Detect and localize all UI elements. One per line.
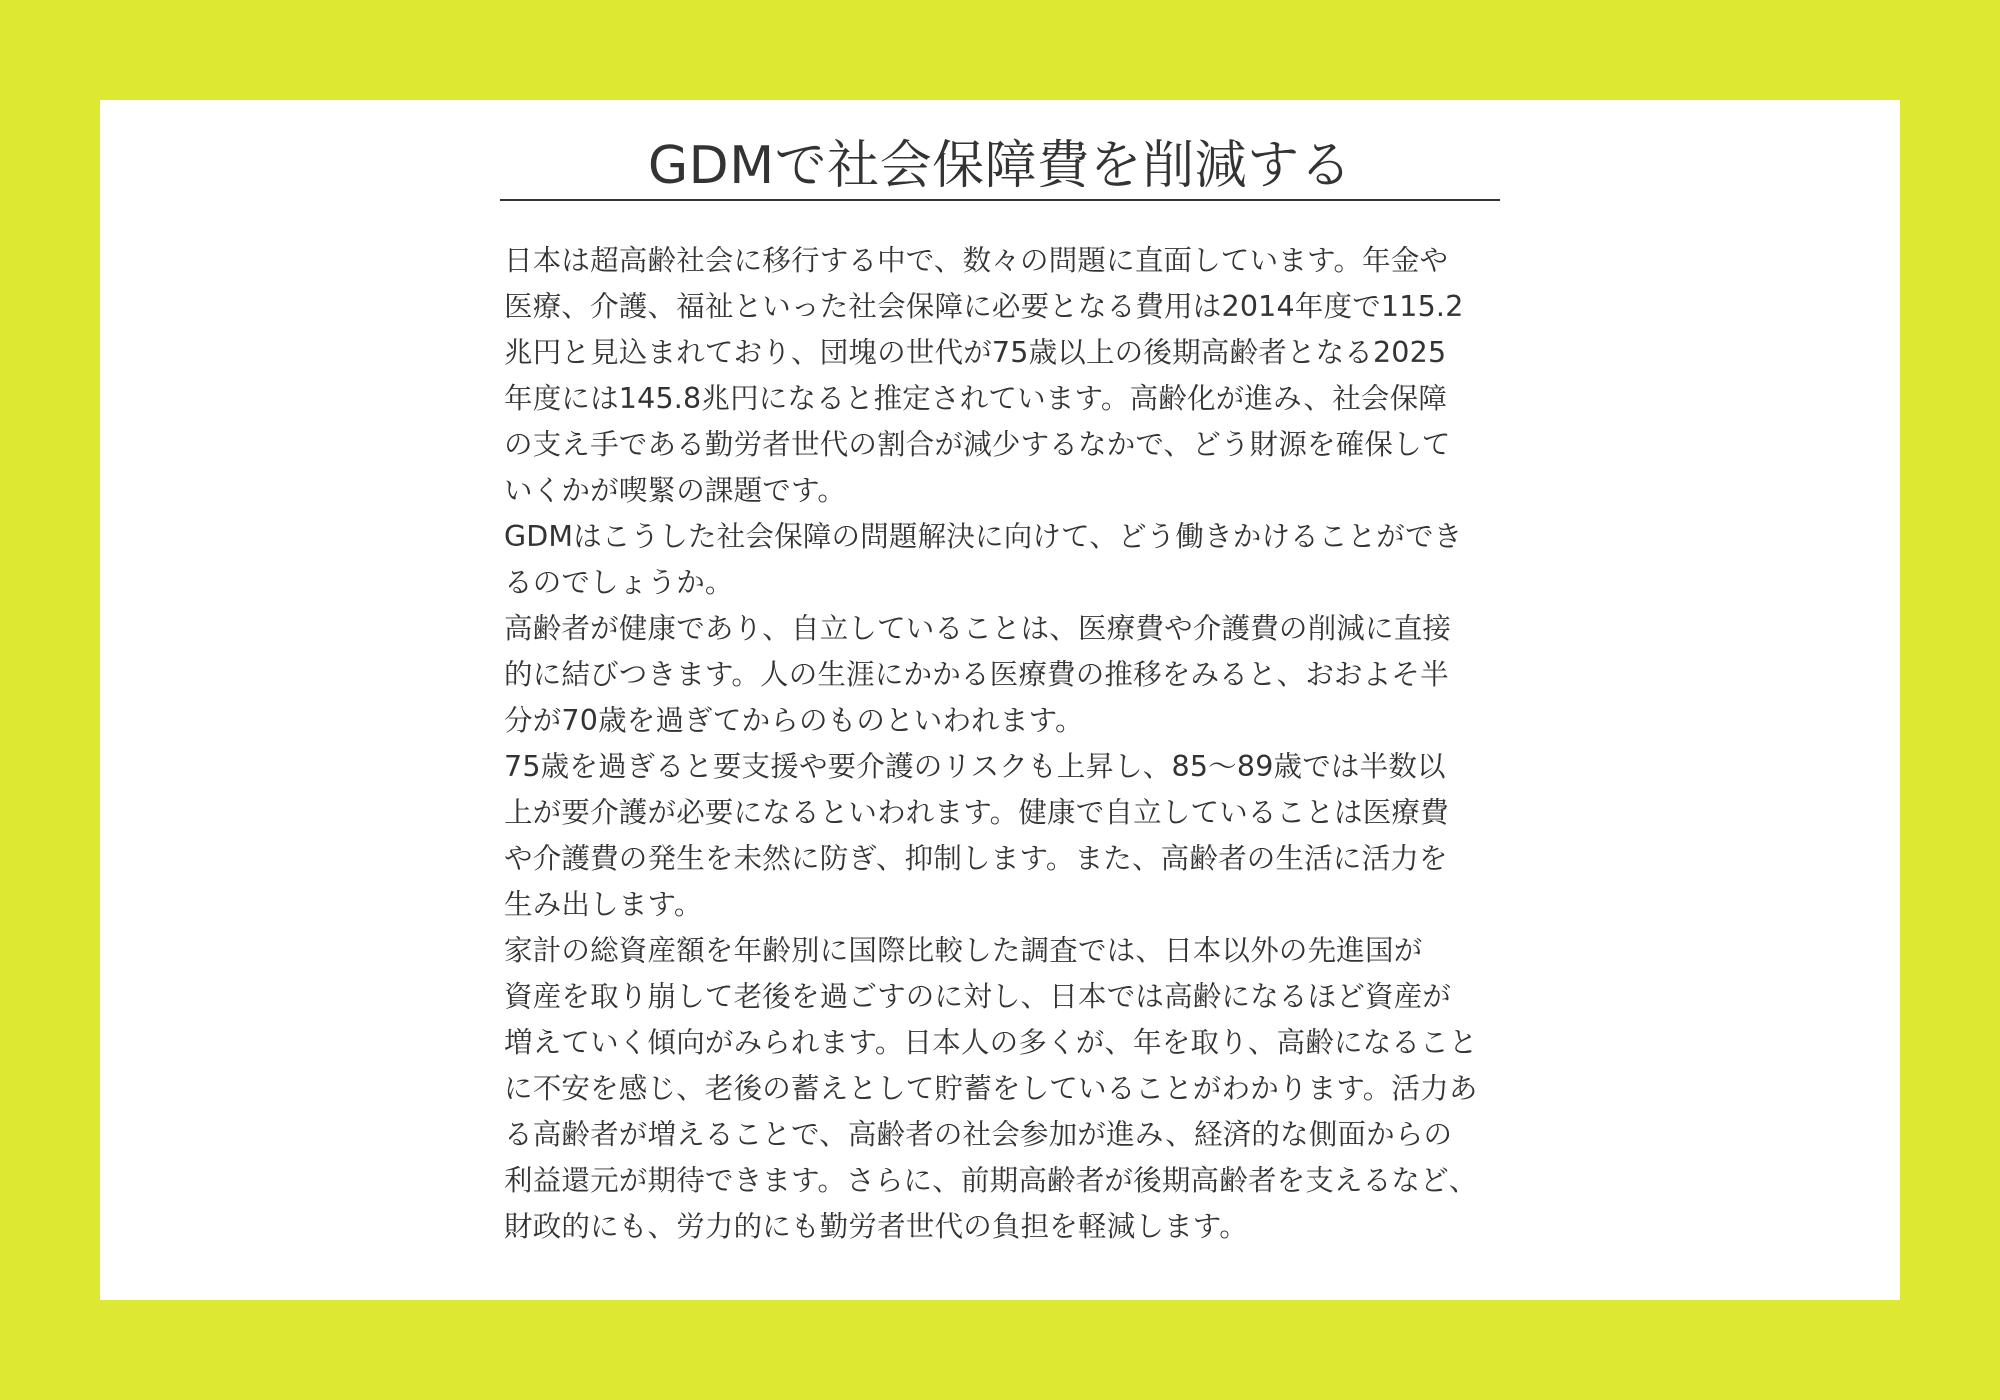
text-line: 分が70歳を過ぎてからのものといわれます。 xyxy=(504,704,1084,737)
text-line: 日本は超高齢社会に移行する中で、数々の問題に直面しています。年金や xyxy=(504,244,1449,277)
text-line: 兆円と見込まれており、団塊の世代が75歳以上の後期高齢者となる2025 xyxy=(504,336,1447,369)
text-line: 家計の総資産額を年齢別に国際比較した調査では、日本以外の先進国が xyxy=(504,934,1423,967)
text-line: 増えていく傾向がみられます。日本人の多くが、年を取り、高齢になること xyxy=(504,1026,1478,1059)
paragraph-intro xyxy=(504,238,1500,514)
page-title: GDMで社会保障費を削減する xyxy=(647,136,1353,196)
text-line: や介護費の発生を未然に防ぎ、抑制します。また、高齢者の生活に活力を xyxy=(504,842,1448,875)
text-line: 高齢者が健康であり、自立していることは、医療費や介護費の削減に直接 xyxy=(504,612,1452,645)
text-line: 75歳を過ぎると要支援や要介護のリスクも上昇し、85～89歳では半数以 xyxy=(504,750,1446,783)
text-line: 医療、介護、福祉といった社会保障に必要となる費用は2014年度で115.2 xyxy=(504,290,1464,323)
text-line: 財政的にも、労力的にも勤労者世代の負担を軽減します。 xyxy=(504,1210,1248,1243)
text-line: の支え手である勤労者世代の割合が減少するなかで、どう財源を確保して xyxy=(504,428,1451,461)
text-line: 資産を取り崩して老後を過ごすのに対し、日本では高齢になるほど資産が xyxy=(504,980,1452,1013)
text-line: 的に結びつきます。人の生涯にかかる医療費の推移をみると、おおよそ半 xyxy=(504,658,1449,691)
text-line: る高齢者が増えることで、高齢者の社会参加が進み、経済的な側面からの xyxy=(504,1118,1453,1151)
content-panel xyxy=(100,100,1900,1300)
text-line: るのでしょうか。 xyxy=(504,566,734,599)
title-underline xyxy=(500,199,1500,201)
paragraph-question xyxy=(504,514,1500,606)
paragraph-care-risk xyxy=(504,744,1500,928)
text-line: 生み出します。 xyxy=(504,888,703,921)
text-line: 利益還元が期待できます。さらに、前期高齢者が後期高齢者を支えるなど、 xyxy=(504,1164,1478,1197)
text-line: に不安を感じ、老後の蓄えとして貯蓄をしていることがわかります。活力あ xyxy=(504,1072,1478,1105)
paragraph-health xyxy=(504,606,1500,744)
text-line: 年度には145.8兆円になると推定されています。高齢化が進み、社会保障 xyxy=(504,382,1448,415)
text-line: いくかが喫緊の課題です。 xyxy=(504,474,847,507)
text-line: GDMはこうした社会保障の問題解決に向けて、どう働きかけることができ xyxy=(504,520,1463,553)
text-line: 上が要介護が必要になるといわれます。健康で自立していることは医療費 xyxy=(504,796,1449,829)
article-body xyxy=(504,238,1500,1250)
paragraph-assets xyxy=(504,928,1500,1250)
